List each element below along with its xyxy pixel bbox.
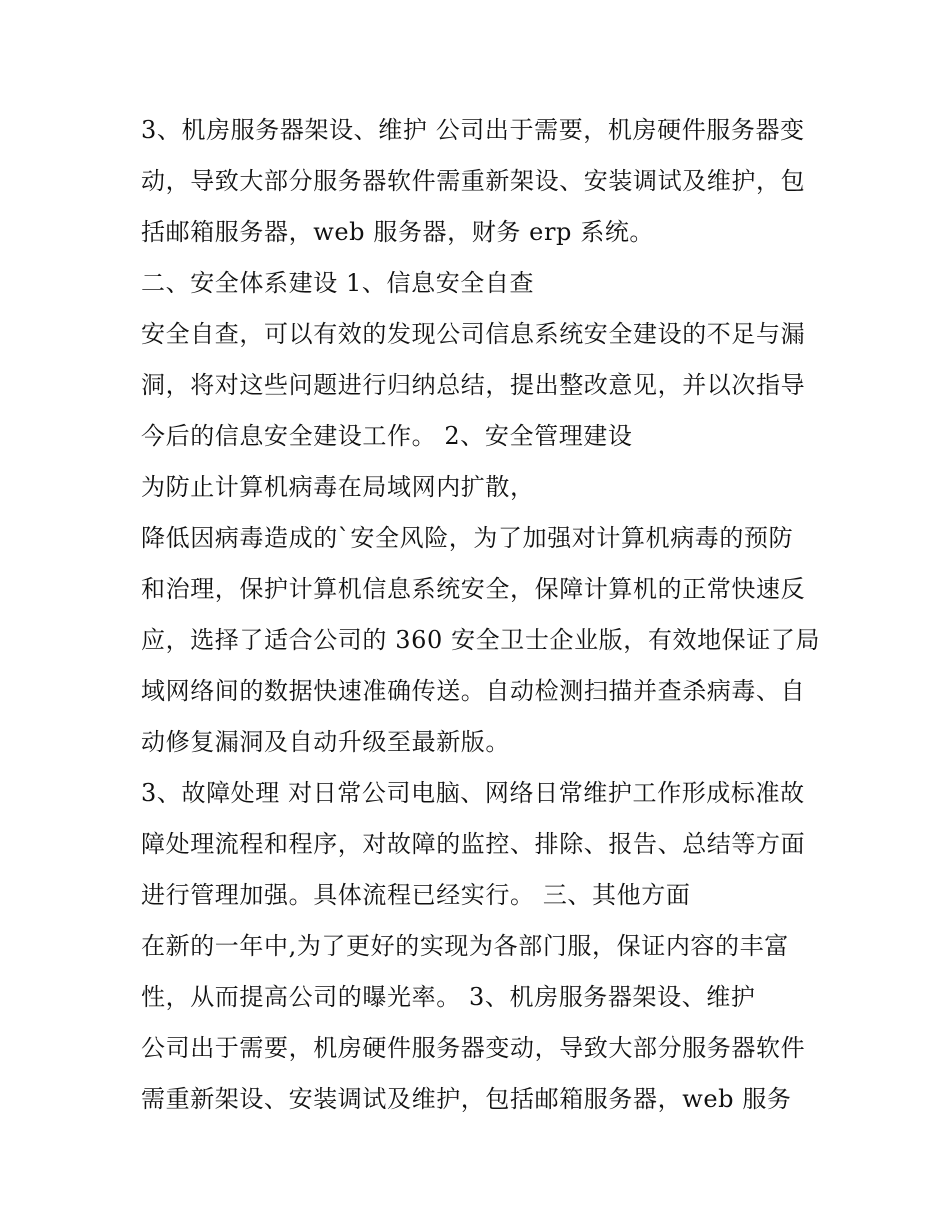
- text-line: 在新的一年中,为了更好的实现为各部门服，保证内容的丰富: [141, 932, 789, 960]
- text-line: 动修复漏洞及自动升级至最新版。: [141, 728, 510, 756]
- section-heading: 二、安全体系建设 1、信息安全自查: [141, 269, 535, 297]
- text-line: 需重新架设、安装调试及维护，包括邮箱服务器，web 服务: [141, 1085, 792, 1113]
- text-line: 3、机房服务器架设、维护 公司出于需要，机房硬件服务器变: [141, 116, 805, 144]
- text-line: 公司出于需要，机房硬件服务器变动，导致大部分服务器软件: [141, 1034, 806, 1062]
- text-line: 今后的信息安全建设工作。 2、安全管理建设: [141, 422, 633, 450]
- text-line: 安全自查，可以有效的发现公司信息系统安全建设的不足与漏: [141, 320, 806, 348]
- text-line: 进行管理加强。具体流程已经实行。 三、其他方面: [141, 881, 691, 909]
- text-line: 应，选择了适合公司的 360 安全卫士企业版，有效地保证了局: [141, 626, 821, 654]
- text-line: 域网络间的数据快速准确传送。自动检测扫描并查杀病毒、自: [141, 677, 806, 705]
- text-line: 降低因病毒造成的`安全风险，为了加强对计算机病毒的预防: [141, 524, 794, 552]
- text-line: 动，导致大部分服务器软件需重新架设、安装调试及维护，包: [141, 167, 806, 195]
- text-line: 括邮箱服务器，web 服务器，财务 erp 系统。: [141, 218, 655, 246]
- text-line: 和治理，保护计算机信息系统安全，保障计算机的正常快速反: [141, 575, 806, 603]
- text-line: 洞，将对这些问题进行归纳总结，提出整改意见，并以次指导: [141, 371, 806, 399]
- text-line: 为防止计算机病毒在局域网内扩散，: [141, 473, 535, 501]
- text-line: 3、故障处理 对日常公司电脑、网络日常维护工作形成标准故: [141, 779, 805, 807]
- text-line: 性，从而提高公司的曝光率。 3、机房服务器架设、维护: [141, 983, 756, 1011]
- text-line: 障处理流程和程序，对故障的监控、排除、报告、总结等方面: [141, 830, 806, 858]
